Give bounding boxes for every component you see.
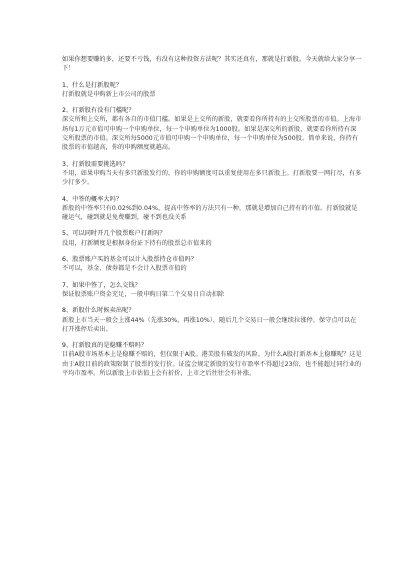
faq-question: 1、什么是打新股呢？ (62, 81, 123, 89)
faq-section-5 (62, 229, 362, 248)
faq-question: 6、股票账户买的基金可以计入股票持仓市值吗？ (62, 256, 197, 264)
faq-section-7 (62, 281, 362, 300)
faq-section-8 (62, 306, 362, 334)
faq-question: 2、打新股有没有门槛呢？ (62, 107, 135, 115)
intro-paragraph: 如果你想要赚的多，还要不亏钱，有没有这种投资方法呢？其实还真有，那就是打新股。今天就给大家分享一下！ (62, 56, 362, 73)
faq-question: 9、打新股真的是稳赚不赔吗？ (62, 342, 148, 350)
faq-section-9 (62, 341, 362, 378)
faq-answer: 新股上市当天一般会上涨44%（先涨30%，再涨10%），随后几个交易日一般会继续拉涨停。保守点可以在打开涨停后卖出。 (62, 316, 357, 333)
faq-section-4 (62, 195, 362, 223)
faq-answer: 没用，打新额度是根据身份证下持有的股票总市值来的 (62, 239, 212, 247)
faq-section-2 (62, 106, 362, 152)
faq-answer: 目前A股市场基本上是稳赚不赔的，但仅限于A股。港美股有破发的风险。为什么A股打新基本上稳赚呢？这是由于A股目前的政策限制了股票的发行价。证监会规定新股的发行市盈率不得超过23倍，也不能超过同行业的平均市盈率。所以新股上市估值上会有折价，上市之后往往会有补涨。 (62, 351, 362, 378)
faq-answer: 新股的中签率只有0.02%到0.04%，提高中签率的方法只有一种，那就是增加自己持有的市值。打新股就是碰运气，碰到就是免费赚到，碰不到也没关系 (62, 204, 358, 222)
faq-section-6 (62, 255, 362, 274)
faq-question: 7、如果中签了，怎么交钱？ (62, 281, 141, 289)
faq-section-3 (62, 160, 362, 188)
faq-question: 3、打新股需要挑选吗？ (62, 160, 129, 168)
document-body (62, 55, 362, 385)
faq-answer: 不用，如果申购当天有多只新股发行的，你的申购额度可以重复使用在多只新股上。打新股要一网打尽，有多少打多少。 (62, 169, 362, 187)
faq-question: 8、新股什么时候卖出呢？ (62, 307, 135, 315)
faq-answer: 深交所和上交所，都有各自的市值门槛。如果是上交所的新股，就要看你所持有的上交所股票的市值。上海市场每1万元市值可申购一个申购单位，每一个申购单位为1000股。如果是深交所的新股，就要看你所持有深交所股票的市值。深交所每5000元市值可申购一个申购单位，每一个申购单位为500股。简单来说，你持有股票的市值越高，你的申购额度就越高。 (62, 116, 362, 152)
faq-question: 4、中签的概率大吗？ (62, 195, 123, 203)
faq-question: 5、可以同时开几个股票账户打新吗？ (62, 230, 166, 238)
faq-section-1 (62, 81, 362, 100)
faq-answer: 打新股就是申购新上市公司的股票 (62, 90, 156, 98)
faq-answer: 不可以，基金、债券都是不会计入股票市值的 (62, 265, 187, 273)
faq-answer: 保证股票账户资金充足，一般申购日第二个交易日自动扣除 (62, 290, 225, 298)
